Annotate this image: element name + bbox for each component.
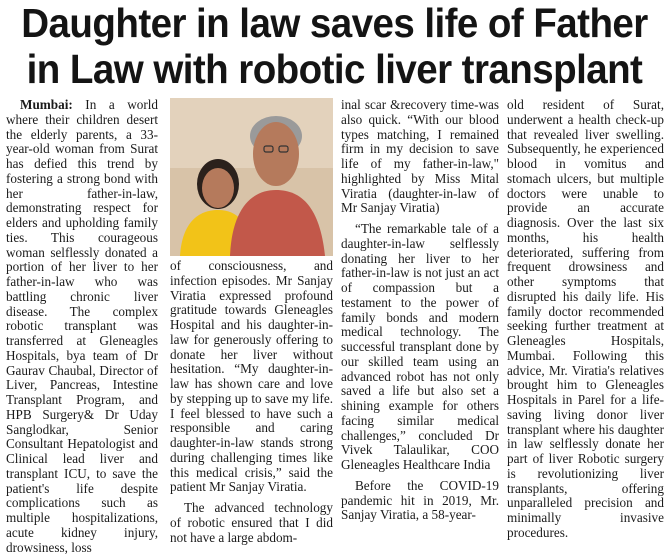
article-column-1 [6, 98, 158, 555]
paragraph: The advanced technology of robotic ensured that I did not have a large abdom- [170, 500, 333, 545]
man-face [253, 122, 299, 186]
woman-face [202, 168, 234, 208]
paragraph [6, 98, 158, 555]
paragraph: inal scar &recovery time-was also quick. “With our blood types matching, I remained firm in my decision to save life of my father-in-law," highlighted by Miss Mital Viratia (daughter-in-law of Mr Sanjay Viratia) [341, 97, 499, 216]
headline-line-2: in Law with robotic liver transplant [26, 46, 643, 92]
paragraph: Before the COVID-19 pandemic hit in 2019, Mr. Sanjay Viratia, a 58-year- [341, 477, 499, 523]
article-column-2 [170, 259, 333, 545]
paragraph: old resident of Surat, underwent a health check-up that revealed liver swelling. Subsequently, he experienced blood in vomitus and stomach ulcers, but multiple doctors were unable to provide an accurate diagnosis. Over the last six months, his health deteriorated, suffering from frequent drowsiness and other symptoms that disrupted his daily life. His family doctor recommended seeking further treatment at Gleneagles Hospitals, Mumbai. Following this advice, Mr. Viratia's relatives brought him to Gleneagles Hospitals in Parel for a life-saving living donor liver transplant where his daughter in law selflessly donate her part of liver Robotic surgery is revolutionizing liver transplants, offering unparalleled precision and minimally invasive procedures. [507, 97, 664, 540]
photo-illustration [170, 98, 333, 256]
headline-line-1: Daughter in law saves life of Father [21, 0, 648, 46]
paragraph: “The remarkable tale of a daughter-in-law selflessly donating her liver to her father-in-law is not just an act of compassion but a testament to the power of family bonds and modern medical technology. The successful transplant done by our skilled team using an advanced robot has not only saved a life but also set a shining example for others facing similar medical challenges,” concluded Dr Vivek Talaulikar, COO Gleneagles Healthcare India [341, 221, 499, 472]
article-photo [170, 98, 333, 256]
paragraph-text: In a world where their children desert the elderly parents, a 33-year-old woman from Surat has defied this trend by fostering a strong bond with her father-in-law, demonstrating respect for elders and upholding family ties. This courageous woman selflessly donated a portion of her liver to her father-in-law who was battling chronic liver disease. The complex robotic transplant was transferred at Gleneagles Hospitals, bya team of Dr Gaurav Chaubal, Director of Liver, Pancreas, Intestine Transplant Program, and HPB Surgery& Dr Uday Sanglodkar, Senior Consultant Hepatologist and Clinical lead liver and transplant ICU, to save the patient's life despite complications such as multiple hospitalizations, acute kidney injury, drowsiness, loss [6, 97, 158, 555]
headline [20, 0, 649, 92]
article-column-4 [507, 98, 664, 541]
article-column-3 [341, 98, 499, 523]
paragraph: of consciousness, and infection episodes. Mr Sanjay Viratia expressed profound gratitude towards Gleneagles Hospital and his daughter-in-law for generously offering to donate her liver without hesitation. “My daughter-in-law has shown care and love by stepping up to save my life. I feel blessed to have such a responsible and caring daughter-in-law stands strong during challenging times like this medical crisis,” said the patient Mr Sanjay Viratia. [170, 258, 333, 495]
dateline: Mumbai: [20, 97, 73, 112]
